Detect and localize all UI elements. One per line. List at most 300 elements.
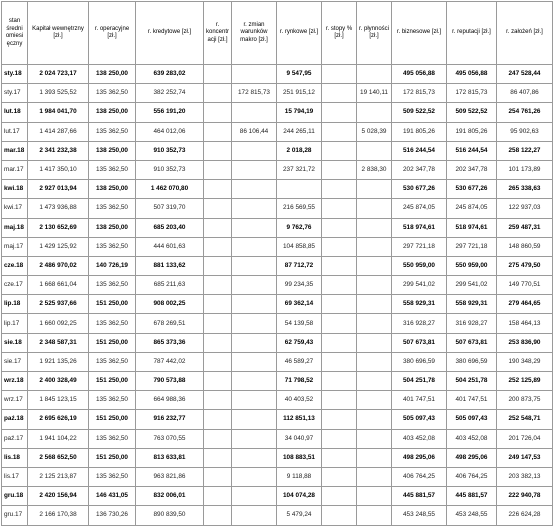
table-cell: 202 347,78 xyxy=(447,160,497,179)
row-label: wrz.17 xyxy=(2,391,28,410)
table-cell xyxy=(232,391,277,410)
table-cell: 813 633,81 xyxy=(136,448,204,467)
table-cell: 1 473 936,88 xyxy=(28,199,89,218)
table-cell xyxy=(357,487,392,506)
table-cell: 504 251,78 xyxy=(392,372,447,391)
table-cell: 453 248,55 xyxy=(447,506,497,525)
table-row xyxy=(2,180,553,199)
table-cell: 518 974,61 xyxy=(392,218,447,237)
table-cell: 149 770,51 xyxy=(497,276,553,295)
table-cell: 62 759,43 xyxy=(277,333,322,352)
table-cell: 99 234,35 xyxy=(277,276,322,295)
table-cell: 495 056,88 xyxy=(447,65,497,84)
capital-table xyxy=(1,1,553,526)
table-cell: 138 250,00 xyxy=(89,218,136,237)
table-row xyxy=(2,506,553,525)
table-cell: 135 362,50 xyxy=(89,352,136,371)
table-cell xyxy=(232,506,277,525)
table-cell xyxy=(204,199,232,218)
table-cell: 550 959,00 xyxy=(447,256,497,275)
table-cell xyxy=(232,314,277,333)
table-cell: 5 479,24 xyxy=(277,506,322,525)
table-cell: 2 348 587,31 xyxy=(28,333,89,352)
table-cell: 135 362,50 xyxy=(89,160,136,179)
table-cell: 158 464,13 xyxy=(497,314,553,333)
table-cell: 172 815,73 xyxy=(447,84,497,103)
table-row xyxy=(2,84,553,103)
table-row xyxy=(2,237,553,256)
table-cell xyxy=(322,180,357,199)
table-cell: 69 362,14 xyxy=(277,295,322,314)
table-cell: 910 352,73 xyxy=(136,141,204,160)
table-cell xyxy=(357,65,392,84)
table-row xyxy=(2,333,553,352)
table-cell: 1 660 092,25 xyxy=(28,314,89,333)
row-label: sty.18 xyxy=(2,65,28,84)
table-cell: 2 341 232,38 xyxy=(28,141,89,160)
table-cell: 151 250,00 xyxy=(89,295,136,314)
table-cell: 112 851,13 xyxy=(277,410,322,429)
table-cell: 550 959,00 xyxy=(392,256,447,275)
table-cell: 275 479,50 xyxy=(497,256,553,275)
table-cell xyxy=(204,65,232,84)
column-header: r. koncentr acji [zł.] xyxy=(204,2,232,65)
table-cell xyxy=(204,256,232,275)
table-cell xyxy=(204,218,232,237)
table-cell: 498 295,06 xyxy=(447,448,497,467)
table-cell xyxy=(204,487,232,506)
table-cell: 249 147,53 xyxy=(497,448,553,467)
table-cell: 505 097,43 xyxy=(392,410,447,429)
table-cell xyxy=(357,333,392,352)
table-cell xyxy=(204,180,232,199)
table-cell: 172 815,73 xyxy=(392,84,447,103)
row-label: kwi.17 xyxy=(2,199,28,218)
table-cell: 2 018,28 xyxy=(277,141,322,160)
table-cell: 787 442,02 xyxy=(136,352,204,371)
table-cell: 556 191,20 xyxy=(136,103,204,122)
table-cell: 1 429 125,92 xyxy=(28,237,89,256)
table-cell xyxy=(232,352,277,371)
table-cell: 2 166 170,38 xyxy=(28,506,89,525)
table-cell: 138 250,00 xyxy=(89,141,136,160)
table-cell xyxy=(357,506,392,525)
table-cell: 279 464,65 xyxy=(497,295,553,314)
table-cell: 1 393 525,52 xyxy=(28,84,89,103)
table-cell: 790 573,88 xyxy=(136,372,204,391)
table-cell xyxy=(357,141,392,160)
table-cell xyxy=(357,467,392,486)
table-cell xyxy=(204,352,232,371)
table-cell xyxy=(232,372,277,391)
table-cell: 86 106,44 xyxy=(232,122,277,141)
table-cell: 252 125,89 xyxy=(497,372,553,391)
table-cell: 135 362,50 xyxy=(89,122,136,141)
table-cell: 444 601,63 xyxy=(136,237,204,256)
table-row xyxy=(2,65,553,84)
table-cell: 86 407,86 xyxy=(497,84,553,103)
table-cell xyxy=(322,218,357,237)
table-cell: 101 173,89 xyxy=(497,160,553,179)
table-cell: 9 118,88 xyxy=(277,467,322,486)
table-cell: 190 348,29 xyxy=(497,352,553,371)
column-header: r. założeń [zł.] xyxy=(497,2,553,65)
table-cell: 832 006,01 xyxy=(136,487,204,506)
table-row xyxy=(2,352,553,371)
table-cell xyxy=(204,467,232,486)
row-label: wrz.18 xyxy=(2,372,28,391)
row-label: sie.17 xyxy=(2,352,28,371)
table-cell xyxy=(204,391,232,410)
table-cell: 403 452,08 xyxy=(392,429,447,448)
table-cell xyxy=(357,314,392,333)
table-cell xyxy=(204,410,232,429)
table-cell xyxy=(204,506,232,525)
table-cell: 2 525 937,66 xyxy=(28,295,89,314)
table-cell: 237 321,72 xyxy=(277,160,322,179)
table-cell: 252 548,71 xyxy=(497,410,553,429)
table-cell xyxy=(322,84,357,103)
table-cell: 2 927 013,94 xyxy=(28,180,89,199)
row-label: lis.18 xyxy=(2,448,28,467)
table-cell xyxy=(322,467,357,486)
column-header: r. operacyjne [zł.] xyxy=(89,2,136,65)
column-header: r. stopy % [zł.] xyxy=(322,2,357,65)
table-cell: 138 250,00 xyxy=(89,180,136,199)
table-cell xyxy=(322,160,357,179)
table-cell: 507 319,70 xyxy=(136,199,204,218)
table-cell: 2 420 156,94 xyxy=(28,487,89,506)
table-cell xyxy=(204,429,232,448)
table-cell: 382 252,74 xyxy=(136,84,204,103)
row-label: sty.17 xyxy=(2,84,28,103)
table-cell: 2 838,30 xyxy=(357,160,392,179)
table-cell xyxy=(322,487,357,506)
table-cell: 135 362,50 xyxy=(89,199,136,218)
table-cell xyxy=(322,333,357,352)
row-label: lut.17 xyxy=(2,122,28,141)
table-cell xyxy=(232,160,277,179)
table-cell xyxy=(232,141,277,160)
table-cell: 2 130 652,69 xyxy=(28,218,89,237)
table-cell: 71 798,52 xyxy=(277,372,322,391)
table-cell xyxy=(357,295,392,314)
table-cell: 46 589,27 xyxy=(277,352,322,371)
table-cell xyxy=(322,65,357,84)
table-cell: 222 940,78 xyxy=(497,487,553,506)
table-cell: 201 726,04 xyxy=(497,429,553,448)
table-cell: 87 712,72 xyxy=(277,256,322,275)
table-cell: 316 928,27 xyxy=(447,314,497,333)
table-cell: 2 486 970,02 xyxy=(28,256,89,275)
table-cell: 505 097,43 xyxy=(447,410,497,429)
row-label: sie.18 xyxy=(2,333,28,352)
table-cell: 104 858,85 xyxy=(277,237,322,256)
table-cell: 910 352,73 xyxy=(136,160,204,179)
table-cell: 401 747,51 xyxy=(392,391,447,410)
table-row xyxy=(2,410,553,429)
row-label: lis.17 xyxy=(2,467,28,486)
table-cell xyxy=(322,314,357,333)
table-cell xyxy=(232,218,277,237)
table-cell: 135 362,50 xyxy=(89,84,136,103)
table-cell xyxy=(204,141,232,160)
table-cell: 403 452,08 xyxy=(447,429,497,448)
table-cell: 685 203,40 xyxy=(136,218,204,237)
table-cell xyxy=(322,410,357,429)
table-cell: 509 522,52 xyxy=(447,103,497,122)
table-cell xyxy=(204,122,232,141)
table-cell xyxy=(232,448,277,467)
table-cell: 299 541,02 xyxy=(447,276,497,295)
table-cell xyxy=(322,141,357,160)
table-cell: 406 764,25 xyxy=(392,467,447,486)
table-cell: 202 347,78 xyxy=(392,160,447,179)
table-cell: 54 139,58 xyxy=(277,314,322,333)
table-cell xyxy=(357,199,392,218)
table-cell xyxy=(232,256,277,275)
table-cell: 253 836,90 xyxy=(497,333,553,352)
table-cell: 9 547,95 xyxy=(277,65,322,84)
row-label: gru.17 xyxy=(2,506,28,525)
table-row xyxy=(2,314,553,333)
table-cell xyxy=(357,352,392,371)
table-cell xyxy=(232,429,277,448)
table-cell: 135 362,50 xyxy=(89,391,136,410)
table-cell: 509 522,52 xyxy=(392,103,447,122)
table-cell: 135 362,50 xyxy=(89,467,136,486)
table-cell xyxy=(357,256,392,275)
table-cell: 191 805,26 xyxy=(447,122,497,141)
row-label: lip.18 xyxy=(2,295,28,314)
table-cell xyxy=(357,448,392,467)
table-cell xyxy=(322,429,357,448)
table-cell: 265 338,63 xyxy=(497,180,553,199)
table-cell: 297 721,18 xyxy=(392,237,447,256)
table-cell: 226 624,28 xyxy=(497,506,553,525)
table-cell: 2 695 626,19 xyxy=(28,410,89,429)
table-cell xyxy=(357,410,392,429)
table-cell xyxy=(277,180,322,199)
table-cell xyxy=(322,372,357,391)
table-cell: 401 747,51 xyxy=(447,391,497,410)
table-cell: 963 821,86 xyxy=(136,467,204,486)
table-cell: 151 250,00 xyxy=(89,372,136,391)
table-row xyxy=(2,467,553,486)
table-cell xyxy=(232,276,277,295)
table-cell: 908 002,25 xyxy=(136,295,204,314)
table-cell: 135 362,50 xyxy=(89,276,136,295)
header-row xyxy=(2,2,553,65)
table-cell xyxy=(232,180,277,199)
table-cell xyxy=(322,295,357,314)
table-cell: 2 125 213,87 xyxy=(28,467,89,486)
table-row xyxy=(2,122,553,141)
table-cell: 104 074,28 xyxy=(277,487,322,506)
table-cell xyxy=(357,218,392,237)
table-cell: 140 726,19 xyxy=(89,256,136,275)
row-label: cze.18 xyxy=(2,256,28,275)
table-cell: 530 677,26 xyxy=(447,180,497,199)
table-cell: 498 295,06 xyxy=(392,448,447,467)
table-row xyxy=(2,429,553,448)
table-cell: 518 974,61 xyxy=(447,218,497,237)
table-row xyxy=(2,199,553,218)
table-cell: 19 140,11 xyxy=(357,84,392,103)
table-cell: 1 984 041,70 xyxy=(28,103,89,122)
table-cell: 258 122,27 xyxy=(497,141,553,160)
table-cell xyxy=(322,256,357,275)
table-cell xyxy=(204,295,232,314)
table-cell xyxy=(232,333,277,352)
table-cell: 464 012,06 xyxy=(136,122,204,141)
table-cell xyxy=(322,506,357,525)
table-cell xyxy=(232,65,277,84)
table-cell: 1 417 350,10 xyxy=(28,160,89,179)
table-cell: 122 937,03 xyxy=(497,199,553,218)
table-cell: 135 362,50 xyxy=(89,314,136,333)
table-cell xyxy=(357,391,392,410)
table-row xyxy=(2,487,553,506)
table-cell xyxy=(204,276,232,295)
table-cell: 507 673,81 xyxy=(447,333,497,352)
table-cell: 678 269,51 xyxy=(136,314,204,333)
column-header: r. kredytowe [zł.] xyxy=(136,2,204,65)
table-cell xyxy=(204,237,232,256)
table-cell: 2 024 723,17 xyxy=(28,65,89,84)
table-cell: 245 874,05 xyxy=(392,199,447,218)
table-cell: 890 839,50 xyxy=(136,506,204,525)
table-row xyxy=(2,448,553,467)
table-cell: 148 860,59 xyxy=(497,237,553,256)
table-cell xyxy=(204,160,232,179)
table-cell: 380 696,59 xyxy=(447,352,497,371)
table-row xyxy=(2,141,553,160)
table-cell: 1 462 070,80 xyxy=(136,180,204,199)
table-row xyxy=(2,391,553,410)
table-cell xyxy=(204,333,232,352)
table-cell: 504 251,78 xyxy=(447,372,497,391)
table-cell: 495 056,88 xyxy=(392,65,447,84)
table-cell: 445 881,57 xyxy=(392,487,447,506)
table-cell: 685 211,63 xyxy=(136,276,204,295)
table-cell: 138 250,00 xyxy=(89,65,136,84)
row-label: mar.17 xyxy=(2,160,28,179)
table-row xyxy=(2,160,553,179)
table-cell xyxy=(322,103,357,122)
table-cell: 251 915,12 xyxy=(277,84,322,103)
table-cell: 245 874,05 xyxy=(447,199,497,218)
table-cell: 1 845 123,15 xyxy=(28,391,89,410)
column-header: r. rynkowe [zł.] xyxy=(277,2,322,65)
table-cell: 1 414 287,66 xyxy=(28,122,89,141)
table-cell: 916 232,77 xyxy=(136,410,204,429)
table-cell: 664 988,36 xyxy=(136,391,204,410)
table-cell: 9 762,76 xyxy=(277,218,322,237)
table-cell: 2 568 652,50 xyxy=(28,448,89,467)
row-label: paź.18 xyxy=(2,410,28,429)
table-cell xyxy=(204,314,232,333)
table-cell: 516 244,54 xyxy=(392,141,447,160)
table-cell: 34 040,97 xyxy=(277,429,322,448)
table-cell: 40 403,52 xyxy=(277,391,322,410)
table-cell: 135 362,50 xyxy=(89,429,136,448)
table-cell xyxy=(322,448,357,467)
table-cell: 1 921 135,26 xyxy=(28,352,89,371)
table-cell xyxy=(204,448,232,467)
table-row xyxy=(2,103,553,122)
table-cell: 865 373,36 xyxy=(136,333,204,352)
table-cell xyxy=(322,391,357,410)
table-cell xyxy=(232,199,277,218)
table-cell: 558 929,31 xyxy=(447,295,497,314)
table-cell: 297 721,18 xyxy=(447,237,497,256)
table-cell xyxy=(322,237,357,256)
table-cell: 216 569,55 xyxy=(277,199,322,218)
table-cell: 380 696,59 xyxy=(392,352,447,371)
table-cell: 453 248,55 xyxy=(392,506,447,525)
row-label: gru.18 xyxy=(2,487,28,506)
row-label: lut.18 xyxy=(2,103,28,122)
table-row xyxy=(2,295,553,314)
row-label: maj.17 xyxy=(2,237,28,256)
table-cell: 5 028,39 xyxy=(357,122,392,141)
table-cell xyxy=(232,103,277,122)
table-cell xyxy=(232,467,277,486)
table-cell xyxy=(322,199,357,218)
table-cell: 15 794,19 xyxy=(277,103,322,122)
table-cell xyxy=(357,276,392,295)
column-header: r. biznesowe [zł.] xyxy=(392,2,447,65)
table-cell: 763 070,55 xyxy=(136,429,204,448)
column-header: Kapitał wewnętrzny [zł.] xyxy=(28,2,89,65)
table-cell: 247 528,44 xyxy=(497,65,553,84)
table-cell: 151 250,00 xyxy=(89,410,136,429)
table-cell: 146 431,05 xyxy=(89,487,136,506)
table-cell: 244 265,11 xyxy=(277,122,322,141)
row-label: lip.17 xyxy=(2,314,28,333)
table-cell: 558 929,31 xyxy=(392,295,447,314)
table-cell: 316 928,27 xyxy=(392,314,447,333)
table-cell: 406 764,25 xyxy=(447,467,497,486)
table-cell: 259 487,31 xyxy=(497,218,553,237)
table-cell: 299 541,02 xyxy=(392,276,447,295)
table-cell: 1 668 661,04 xyxy=(28,276,89,295)
table-cell xyxy=(357,237,392,256)
table-cell: 507 673,81 xyxy=(392,333,447,352)
table-cell xyxy=(357,103,392,122)
table-cell xyxy=(204,103,232,122)
table-cell: 530 677,26 xyxy=(392,180,447,199)
table-cell: 108 883,51 xyxy=(277,448,322,467)
table-cell xyxy=(357,429,392,448)
table-cell: 136 730,26 xyxy=(89,506,136,525)
table-row xyxy=(2,372,553,391)
table-cell: 135 362,50 xyxy=(89,237,136,256)
table-cell xyxy=(322,122,357,141)
table-cell: 516 244,54 xyxy=(447,141,497,160)
row-label: kwi.18 xyxy=(2,180,28,199)
column-header: stan średni omiesi ęczny xyxy=(2,2,28,65)
table-cell xyxy=(232,237,277,256)
table-row xyxy=(2,218,553,237)
table-cell xyxy=(357,180,392,199)
table-cell: 254 761,26 xyxy=(497,103,553,122)
table-cell: 1 941 104,22 xyxy=(28,429,89,448)
table-cell xyxy=(232,295,277,314)
table-cell xyxy=(322,276,357,295)
table-cell: 881 133,62 xyxy=(136,256,204,275)
